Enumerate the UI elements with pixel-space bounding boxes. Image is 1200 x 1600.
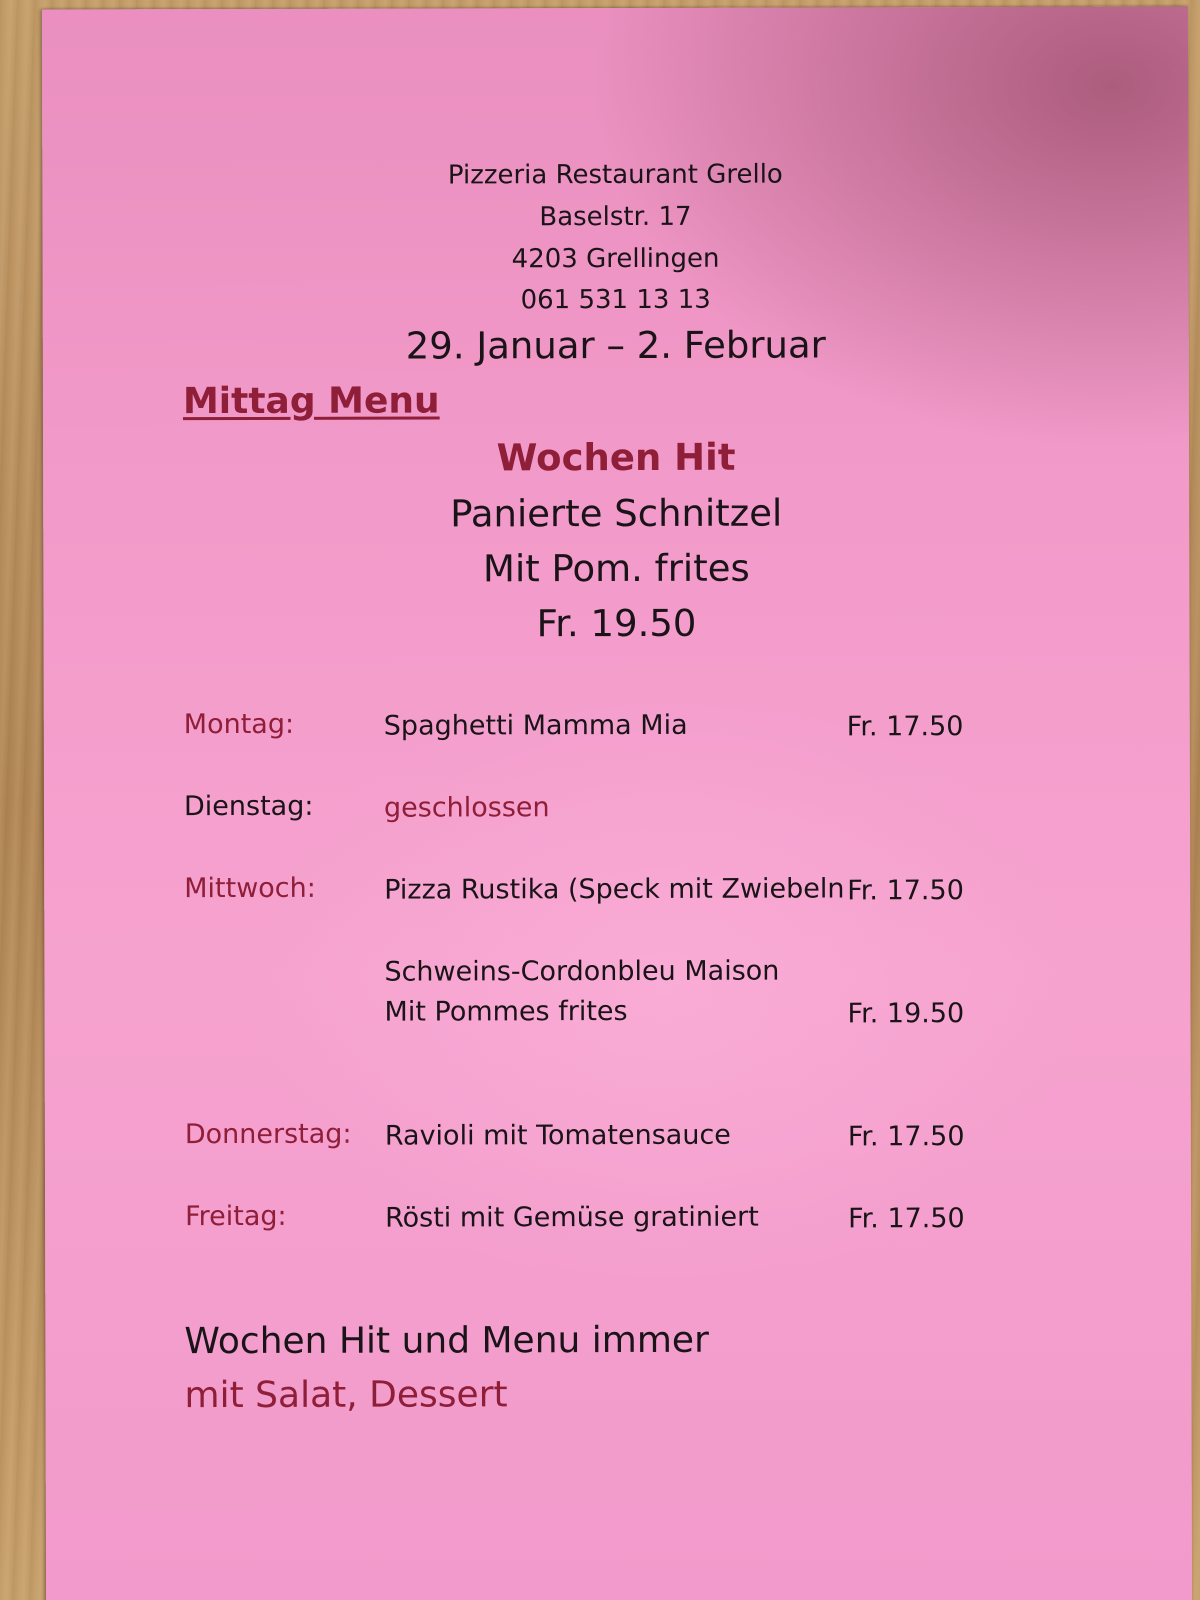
weekly-hit-side: Mit Pom. frites: [482, 546, 750, 591]
weekly-hit-title: Wochen Hit: [496, 435, 736, 480]
price-wednesday: Fr. 17.50: [847, 875, 964, 907]
weekly-hit-dish: Panierte Schnitzel: [450, 491, 783, 536]
footer-line-2: mit Salat, Dessert: [184, 1374, 508, 1417]
section-title: Mittag Menu: [182, 380, 440, 423]
menu-sheet: [42, 7, 1192, 1600]
restaurant-name: Pizzeria Restaurant Grello: [447, 159, 783, 191]
price-friday: Fr. 17.50: [848, 1203, 965, 1235]
day-friday: Freitag:: [185, 1200, 287, 1233]
dish-monday: Spaghetti Mamma Mia: [383, 709, 688, 742]
restaurant-city: 4203 Grellingen: [511, 243, 720, 275]
day-wednesday: Mittwoch:: [184, 872, 316, 905]
price-monday: Fr. 17.50: [846, 711, 964, 743]
dish-tuesday-closed: geschlossen: [383, 792, 550, 824]
price-thursday: Fr. 17.50: [847, 1121, 965, 1153]
footer-line-1: Wochen Hit und Menu immer: [184, 1319, 709, 1363]
price-wednesday-2: Fr. 19.50: [847, 998, 965, 1030]
menu-date-range: 29. Januar – 2. Februar: [405, 323, 826, 368]
restaurant-street: Baselstr. 17: [539, 201, 692, 233]
dish-friday: Rösti mit Gemüse gratiniert: [385, 1201, 759, 1234]
dish-wednesday-2: Schweins-Cordonbleu Maison: [384, 955, 780, 988]
day-monday: Montag:: [183, 708, 295, 741]
restaurant-phone: 061 531 13 13: [520, 284, 711, 316]
day-thursday: Donnerstag:: [184, 1118, 352, 1151]
weekly-hit-price: Fr. 19.50: [536, 601, 697, 646]
dish-wednesday-2-side: Mit Pommes frites: [384, 995, 628, 1028]
dish-wednesday: Pizza Rustika (Speck mit Zwiebeln: [384, 873, 845, 906]
dish-thursday: Ravioli mit Tomatensauce: [384, 1119, 731, 1152]
day-tuesday: Dienstag:: [183, 790, 314, 823]
